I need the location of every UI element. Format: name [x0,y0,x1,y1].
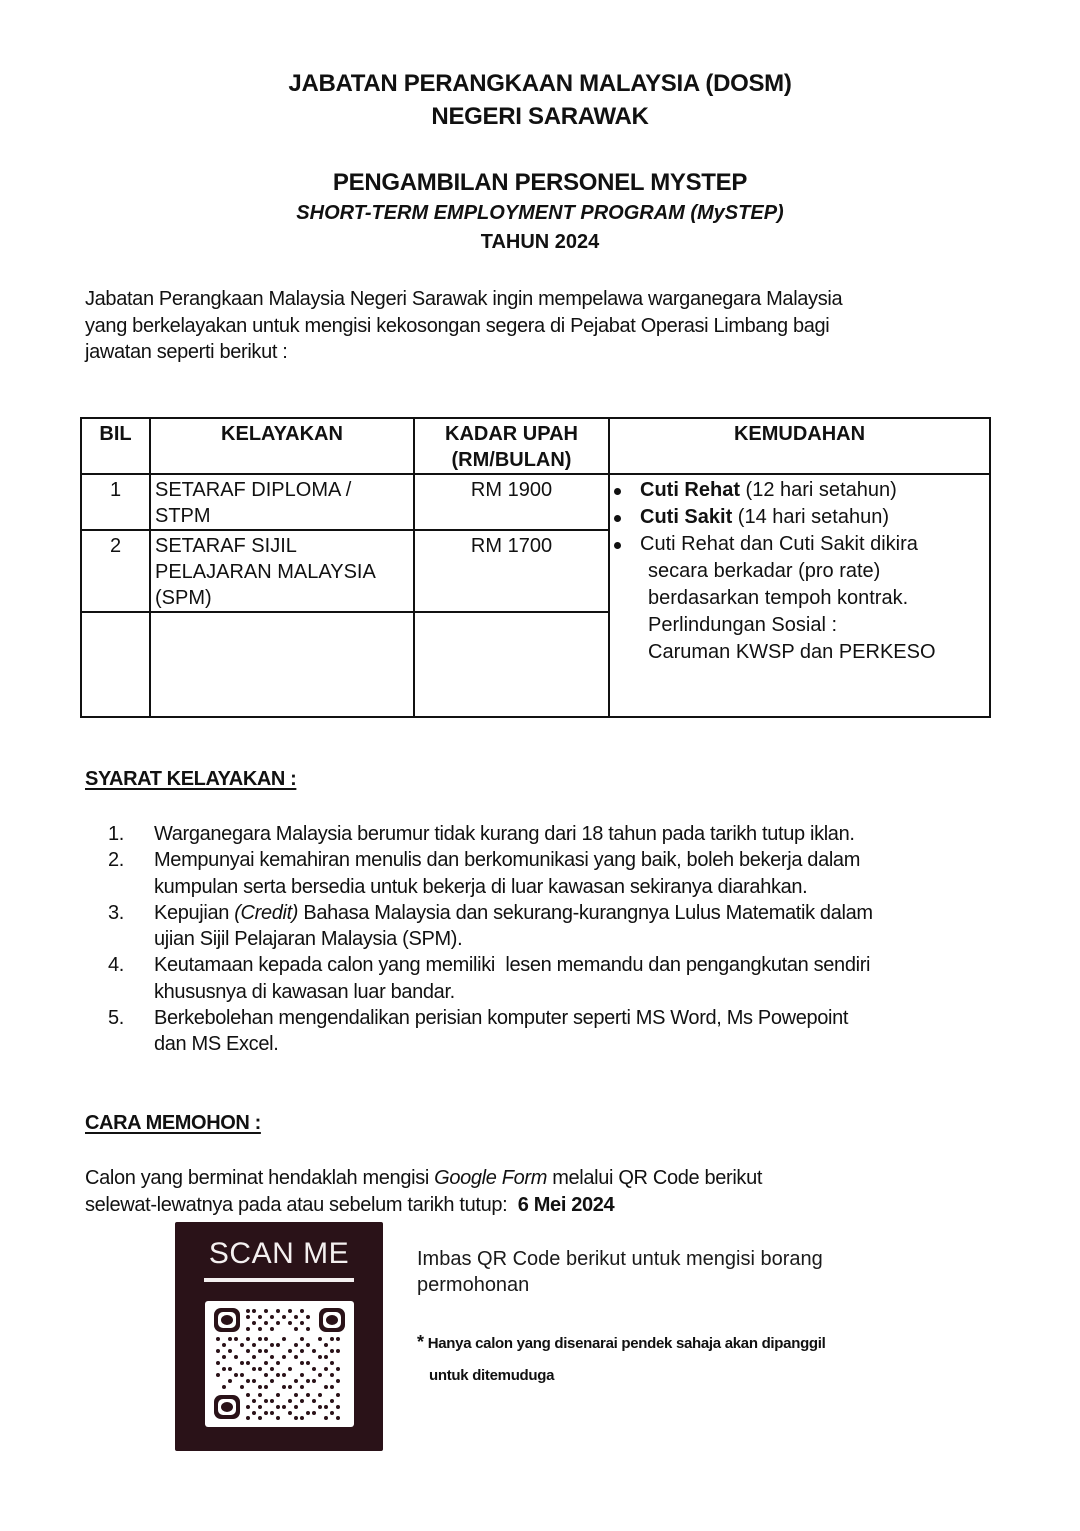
kelayakan-line: PELAJARAN MALAYSIA [155,561,376,583]
note-line: Hanya calon yang disenarai pendek sahaja akan dipanggil [427,1335,826,1352]
cell-kadar: RM 1900 [414,474,609,530]
benefit-detail: (14 hari setahun) [732,506,890,528]
requirements-list [108,821,948,1058]
text-span: Kepujian [154,901,235,924]
header-kadar-line: (RM/BULAN) [451,449,572,471]
shortlist-note [417,1326,867,1392]
requirement-text [154,1005,948,1058]
requirements-heading: SYARAT KELAYAKAN : [85,768,297,790]
cell-kadar: RM 1700 [414,530,609,612]
requirement-item [108,952,948,1005]
text-span: melalui QR Code berikut [547,1167,763,1189]
page-year: TAHUN 2024 [480,231,600,253]
cell-kadar [414,612,609,717]
kelayakan-line: STPM [155,505,211,527]
cell-bil [81,612,150,717]
qr-description-line: Imbas QR Code berikut untuk mengisi borang [417,1248,823,1270]
header-kemudahan: KEMUDAHAN [609,418,990,474]
benefits-continued [610,558,985,666]
apply-heading: CARA MEMOHON : [85,1112,261,1134]
requirement-line: ujian Sijil Pelajaran Malaysia (SPM). [154,928,463,951]
requirement-line: dan MS Excel. [154,1033,279,1056]
qr-code[interactable] [205,1301,354,1427]
requirement-line: Mempunyai kemahiran menulis dan berkomunikasi yang baik, boleh bekerja dalam [154,849,861,872]
benefit-title: Cuti Rehat [640,479,740,501]
kelayakan-line: (SPM) [155,587,212,609]
benefit-item [610,477,985,504]
table-row [81,474,990,530]
google-form-text: Google Form [434,1167,548,1189]
bullet-icon [614,542,621,549]
benefit-line: berdasarkan tempoh kontrak. [648,587,909,609]
header-kadar-line: KADAR UPAH [445,423,578,445]
requirement-text [154,847,948,900]
text-span: Calon yang berminat hendaklah mengisi [85,1167,435,1189]
benefit-title: Cuti Sakit [640,506,733,528]
note-line: untuk ditemuduga [429,1367,555,1384]
asterisk: * [417,1332,424,1352]
requirement-item [108,1005,948,1058]
requirement-text [154,821,948,847]
requirement-line [154,900,948,926]
apply-line [85,1192,925,1219]
requirement-number: 4. [108,954,124,977]
benefit-line: Perlindungan Sosial : [648,614,838,636]
scan-me-label: SCAN ME [208,1237,350,1270]
divider [204,1278,354,1282]
qr-description-line: permohonan [417,1274,530,1296]
requirement-line: khususnya di kawasan luar bandar. [154,980,455,1003]
bullet-icon [614,515,621,522]
kelayakan-line: SETARAF DIPLOMA / [155,479,352,501]
benefit-line: Caruman KWSP dan PERKESO [648,641,936,663]
header-kadar-upah [414,418,609,474]
cell-bil: 1 [81,474,150,530]
page-subtitle: SHORT-TERM EMPLOYMENT PROGRAM (MySTEP) [296,202,784,224]
requirement-text [154,900,948,953]
requirement-number: 2. [108,849,124,872]
cell-kemudahan [609,474,990,717]
org-name: JABATAN PERANGKAAN MALAYSIA (DOSM) [288,70,792,97]
apply-line [85,1165,925,1192]
benefit-line: secara berkadar (pro rate) [648,560,881,582]
intro-line: jawatan seperti berikut : [85,341,288,363]
requirement-text [154,952,948,1005]
deadline-date: 6 Mei 2024 [517,1193,615,1216]
requirement-number: 1. [108,823,124,845]
org-state: NEGERI SARAWAK [431,103,649,130]
intro-paragraph [85,286,925,366]
cell-kelayakan [150,612,414,717]
benefits-list [610,477,985,558]
benefit-detail: (12 hari setahun) [740,479,897,501]
page-title: PENGAMBILAN PERSONEL MYSTEP [332,169,748,196]
qr-code-icon [212,1306,347,1422]
table-header-row [81,418,990,474]
requirement-line: Berkebolehan mengendalikan perisian komputer seperti MS Word, Ms Powepoint [154,1007,849,1030]
cell-bil: 2 [81,530,150,612]
requirement-number: 3. [108,901,124,924]
header-kelayakan: KELAYAKAN [150,418,414,474]
kelayakan-line: SETARAF SIJIL [155,535,297,557]
requirement-line: Keutamaan kepada calon yang memiliki lesen memandu dan pengangkutan sendiri [154,954,871,977]
apply-paragraph [85,1165,925,1218]
benefit-item [610,531,985,558]
cell-kelayakan [150,530,414,612]
intro-line: yang berkelayakan untuk mengisi kekosongan segera di Pejabat Operasi Limbang bagi [85,314,830,337]
requirement-line: kumpulan serta bersedia untuk bekerja di luar kawasan sekiranya diarahkan. [154,875,808,898]
text-span: Bahasa Malaysia dan sekurang-kurangnya Lulus Matematik dalam [298,901,873,924]
requirement-item [108,847,948,900]
requirement-item [108,821,948,847]
requirement-number: 5. [108,1007,124,1030]
cell-kelayakan [150,474,414,530]
header-bil: BIL [81,418,150,474]
intro-line: Jabatan Perangkaan Malaysia Negeri Sarawak ingin mempelawa warganegara Malaysia [85,288,843,310]
requirement-line: Warganegara Malaysia berumur tidak kurang dari 18 tahun pada tarikh tutup iklan. [154,823,855,845]
qr-description [417,1246,867,1298]
benefit-item [610,504,985,531]
benefit-detail: Cuti Rehat dan Cuti Sakit dikira [640,533,918,555]
positions-table [80,417,991,718]
qr-code-card[interactable] [175,1222,383,1451]
bullet-icon [614,488,621,495]
italic-span: (Credit) [234,901,299,924]
text-span: selewat-lewatnya pada atau sebelum tarikh tutup: [85,1193,518,1216]
requirement-item [108,900,948,953]
